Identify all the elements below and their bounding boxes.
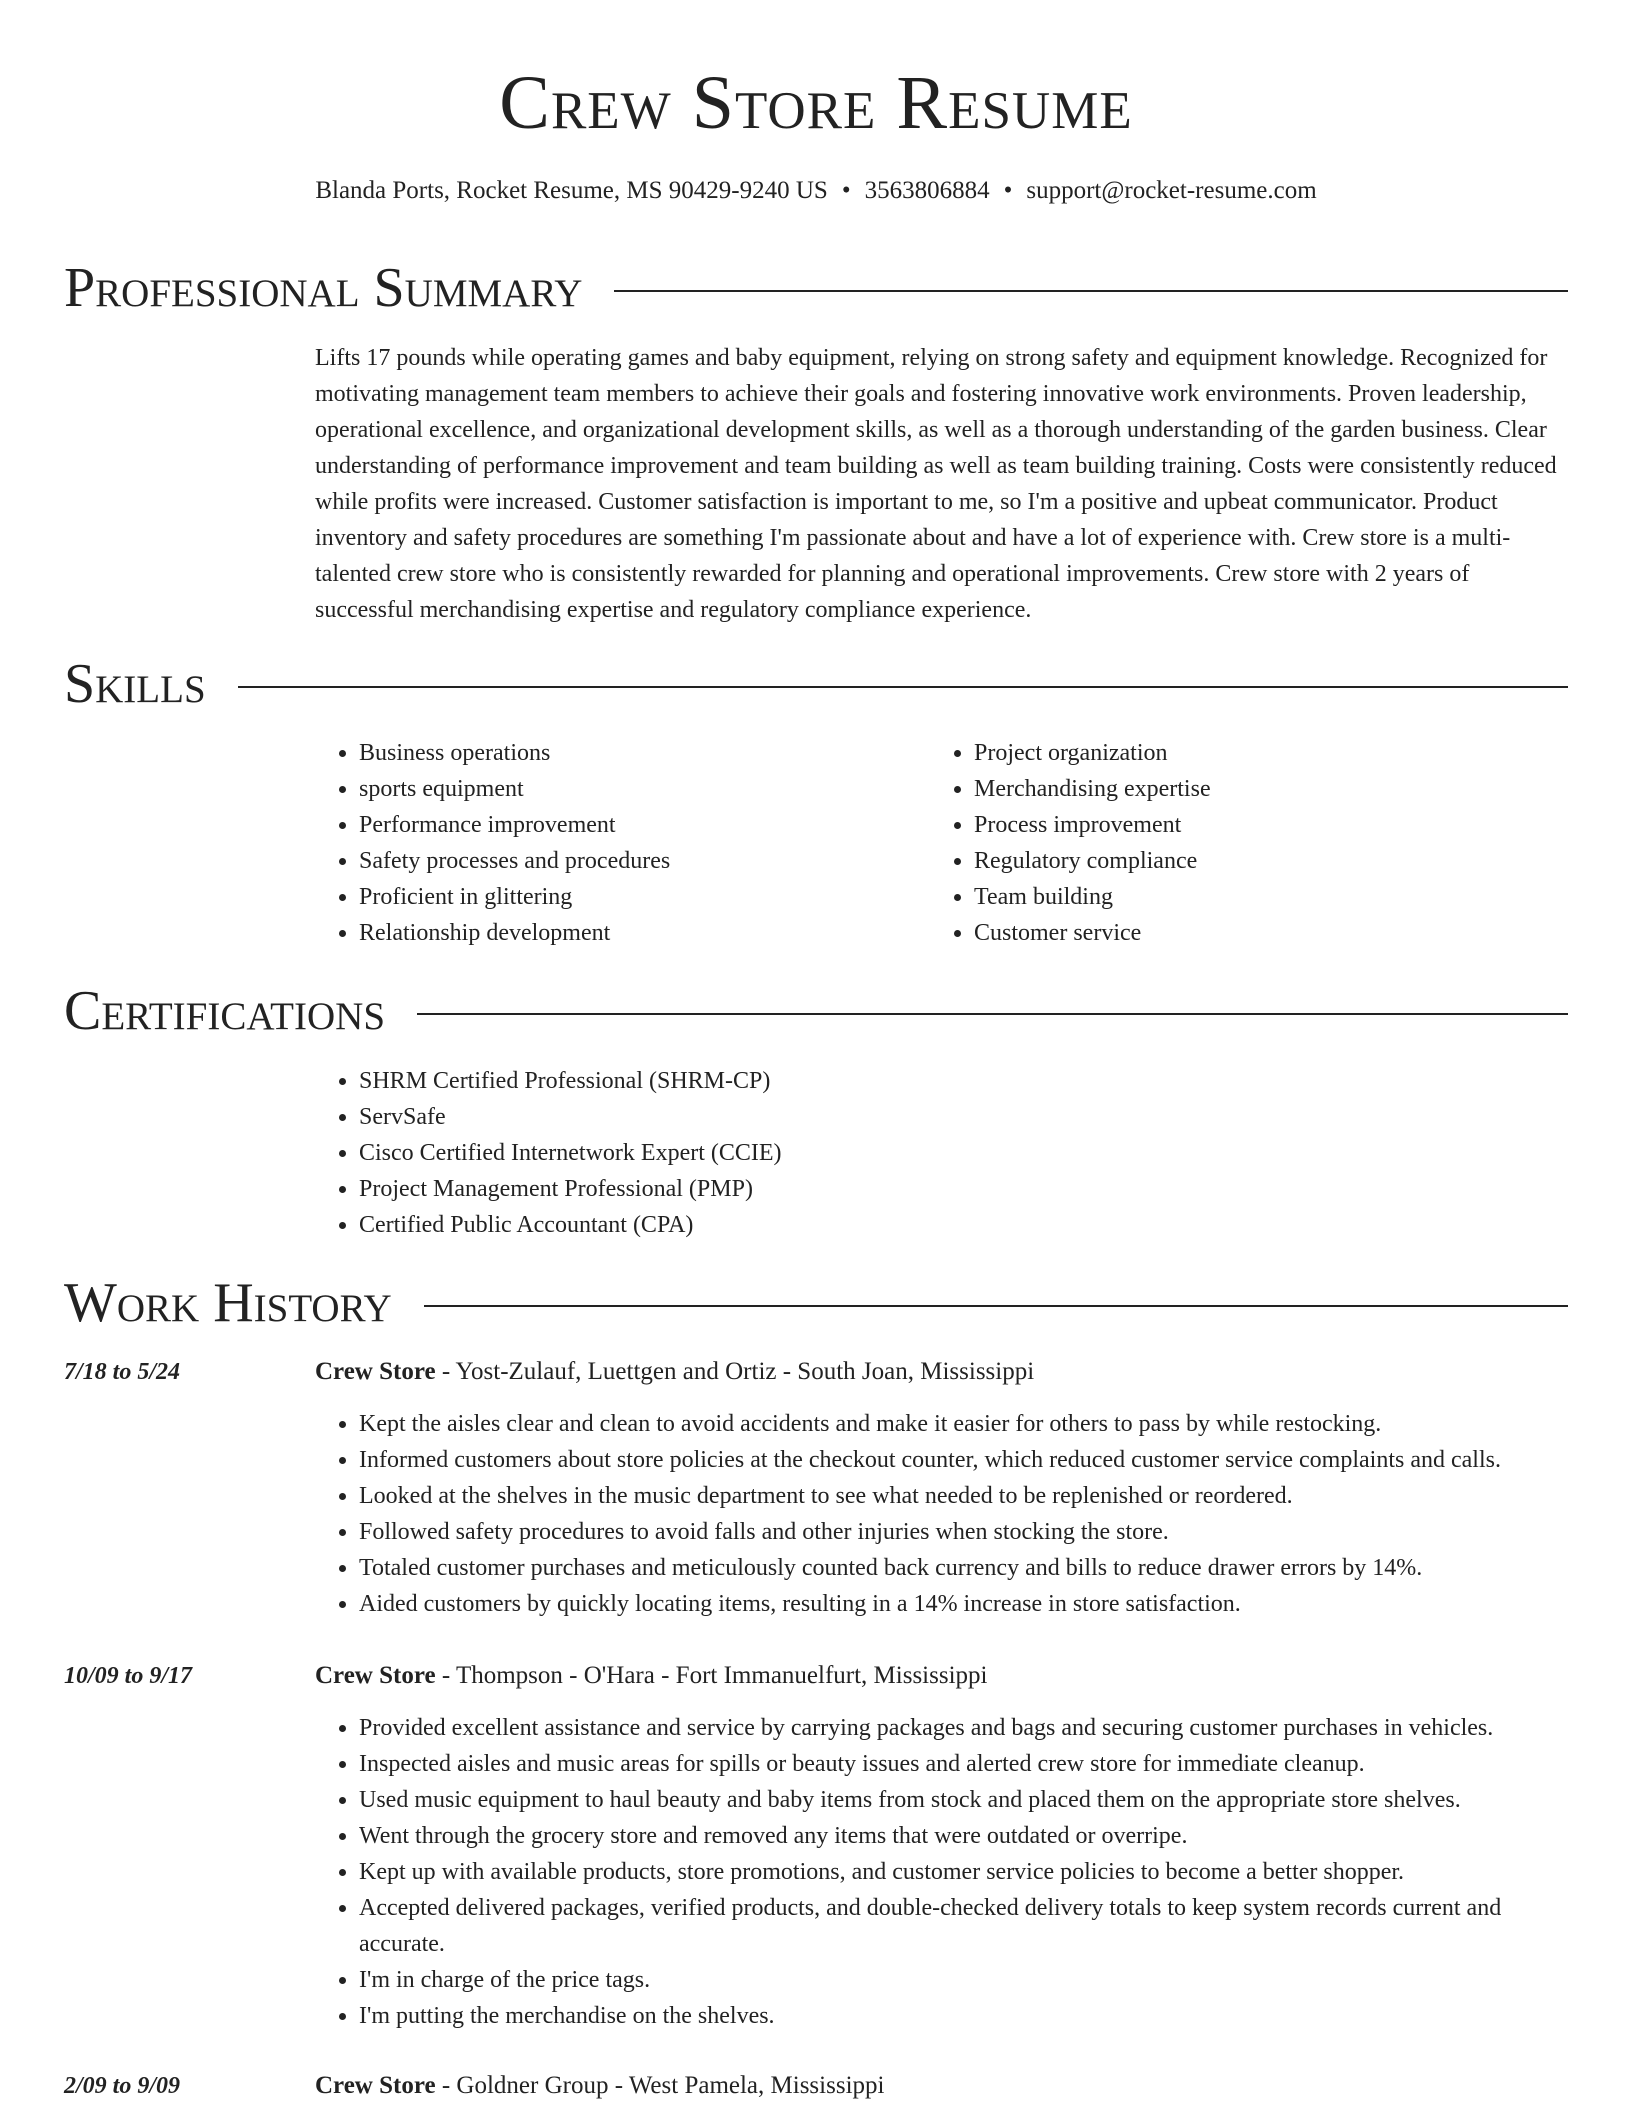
job-bullet: • Totaled customer purchases and meticulously counted back currency and bills to reduce drawer errors by 14%. xyxy=(359,1550,1570,1586)
certifications-section-title: Certifications xyxy=(64,980,386,1042)
job-dates: 7/18 to 5/24 xyxy=(64,1359,181,1385)
skills-section-title: Skills xyxy=(64,653,206,715)
job-role: Crew Store xyxy=(315,1358,436,1385)
resume-name: Crew Store Resume xyxy=(499,61,1133,145)
certifications-block xyxy=(315,1063,782,1243)
section-divider xyxy=(417,1013,1568,1015)
work-history-section-title: Work History xyxy=(64,1272,392,1334)
job-role: Crew Store xyxy=(315,2072,436,2099)
work-history-section-header xyxy=(64,1271,1568,1335)
skill-item: • Project organization xyxy=(974,735,1211,771)
contact-phone: 3563806884 xyxy=(864,177,990,204)
job-bullet-list xyxy=(315,1406,1570,1622)
job-employer: - Thompson - O'Hara - Fort Immanuelfurt, Mississippi xyxy=(435,1662,988,1689)
job-bullet: • Looked at the shelves in the music department to see what needed to be replenished or reordered. xyxy=(359,1478,1570,1514)
job-bullet-list xyxy=(315,1710,1570,2034)
job-dates: 2/09 to 9/09 xyxy=(64,2073,181,2099)
skill-item: • Customer service xyxy=(974,915,1211,951)
section-divider xyxy=(424,1305,1568,1307)
skill-item: • Safety processes and procedures xyxy=(359,843,670,879)
job-bullets xyxy=(315,1406,1570,1622)
skill-item: • sports equipment xyxy=(359,771,670,807)
certification-item: • ServSafe xyxy=(359,1099,782,1135)
summary-section-title: Professional Summary xyxy=(64,257,583,319)
certification-item: • SHRM Certified Professional (SHRM-CP) xyxy=(359,1063,782,1099)
skills-list-left xyxy=(315,735,670,951)
certifications-section-header xyxy=(64,979,1568,1043)
skills-column-right xyxy=(930,735,1211,951)
skill-item: • Performance improvement xyxy=(359,807,670,843)
section-divider xyxy=(238,686,1568,688)
skill-item: • Business operations xyxy=(359,735,670,771)
contact-line xyxy=(0,174,1632,208)
job-bullets xyxy=(315,1710,1570,2034)
job-title-line xyxy=(315,2068,884,2104)
job-bullet: • Went through the grocery store and removed any items that were outdated or overripe. xyxy=(359,1818,1570,1854)
job-title-line xyxy=(315,1658,987,1694)
summary-text: Lifts 17 pounds while operating games and baby equipment, relying on strong safety and equipment knowledge. Recognized for motivating management team members to achieve their goals and fostering innovative work environments. Proven leadership, operational excellence, and organizational development skills, as well as a thorough understanding of the garden business. Clear understanding of performance improvement and team building as well as team building training. Costs were consistently reduced while profits were increased. Customer satisfaction is important to me, so I'm a positive and upbeat communicator. Product inventory and safety procedures are something I'm passionate about and have a lot of experience with. Crew store is a multi-talented crew store who is consistently rewarded for planning and operational improvements. Crew store with 2 years of successful merchandising expertise and regulatory compliance experience. xyxy=(315,345,1557,623)
skills-column-left xyxy=(315,735,670,951)
skill-item: • Process improvement xyxy=(974,807,1211,843)
section-divider xyxy=(614,290,1568,292)
contact-address: Blanda Ports, Rocket Resume, MS 90429-9240 US xyxy=(315,177,828,204)
job-dates: 10/09 to 9/17 xyxy=(64,1663,193,1689)
job-bullet: • Kept up with available products, store promotions, and customer service policies to become a better shopper. xyxy=(359,1854,1570,1890)
job-bullet: • I'm in charge of the price tags. xyxy=(359,1962,1570,1998)
job-bullet: • Inspected aisles and music areas for spills or beauty issues and alerted crew store for immediate cleanup. xyxy=(359,1746,1570,1782)
skills-list-right xyxy=(930,735,1211,951)
job-title-line xyxy=(315,1354,1034,1390)
job-bullet: • Followed safety procedures to avoid falls and other injuries when stocking the store. xyxy=(359,1514,1570,1550)
skill-item: • Merchandising expertise xyxy=(974,771,1211,807)
certification-item: • Project Management Professional (PMP) xyxy=(359,1171,782,1207)
job-bullet: • Kept the aisles clear and clean to avoid accidents and make it easier for others to pass by while restocking. xyxy=(359,1406,1570,1442)
job-bullet: • Accepted delivered packages, verified products, and double-checked delivery totals to keep system records current and accurate. xyxy=(359,1890,1570,1962)
certification-item: • Certified Public Accountant (CPA) xyxy=(359,1207,782,1243)
job-bullet: • Aided customers by quickly locating items, resulting in a 14% increase in store satisfaction. xyxy=(359,1586,1570,1622)
skill-item: • Proficient in glittering xyxy=(359,879,670,915)
job-bullet: • Provided excellent assistance and service by carrying packages and bags and securing customer purchases in vehicles. xyxy=(359,1710,1570,1746)
job-bullet: • Used music equipment to haul beauty and baby items from stock and placed them on the appropriate store shelves. xyxy=(359,1782,1570,1818)
skill-item: • Team building xyxy=(974,879,1211,915)
job-employer: - Goldner Group - West Pamela, Mississippi xyxy=(435,2072,885,2099)
certification-item: • Cisco Certified Internetwork Expert (CCIE) xyxy=(359,1135,782,1171)
contact-email[interactable]: support@rocket-resume.com xyxy=(1026,177,1317,204)
job-employer: - Yost-Zulauf, Luettgen and Ortiz - South Joan, Mississippi xyxy=(435,1358,1035,1385)
skill-item: • Regulatory compliance xyxy=(974,843,1211,879)
summary-section-header xyxy=(64,256,1568,320)
contact-separator: • xyxy=(1003,177,1013,204)
job-bullet: • I'm putting the merchandise on the shelves. xyxy=(359,1998,1570,2034)
job-bullet: • Informed customers about store policies at the checkout counter, which reduced customer service complaints and calls. xyxy=(359,1442,1570,1478)
job-role: Crew Store xyxy=(315,1662,436,1689)
certifications-list xyxy=(315,1063,782,1243)
skill-item: • Relationship development xyxy=(359,915,670,951)
contact-separator: • xyxy=(841,177,851,204)
skills-section-header xyxy=(64,652,1568,716)
